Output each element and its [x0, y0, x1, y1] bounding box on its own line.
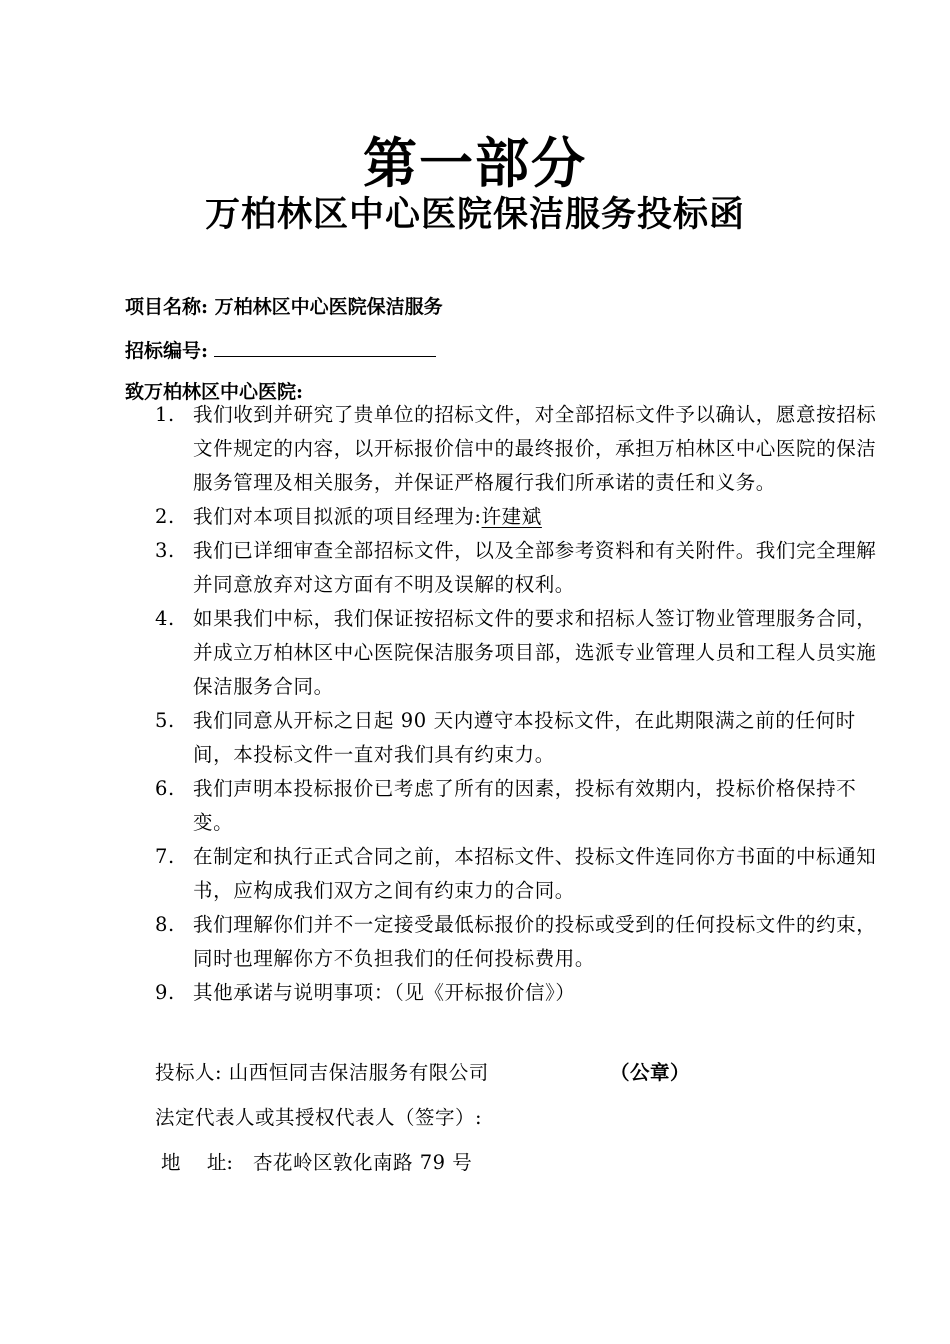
project-manager-name: 许建斌	[481, 505, 542, 528]
item-text: 我们对本项目拟派的项目经理为:	[193, 505, 482, 528]
commitment-list	[155, 398, 885, 1010]
list-item	[155, 398, 885, 500]
item-text: 其他承诺与说明事项：（见《开标报价信》）	[193, 981, 576, 1004]
item-text: 在制定和执行正式合同之前，本招标文件、投标文件连同你方书面的中标通知书，应构成我们双方之间有约束力的合同。	[193, 845, 877, 902]
item-text: 如果我们中标，我们保证按招标文件的要求和招标人签订物业管理服务合同，并成立万柏林区中心医院保洁服务项目部，选派专业管理人员和工程人员实施保洁服务合同。	[193, 607, 877, 698]
list-item	[155, 976, 885, 1010]
list-item	[155, 602, 885, 704]
list-item	[155, 908, 885, 976]
bidder-line	[155, 1058, 489, 1088]
project-name-label: 项目名称:	[125, 296, 209, 318]
item-text: 我们同意从开标之日起 90 天内遵守本投标文件，在此期限满之前的任何时间，本投标文件一直对我们具有约束力。	[193, 709, 856, 766]
item-text: 我们声明本投标报价已考虑了所有的因素，投标有效期内，投标价格保持不变。	[193, 777, 857, 834]
item-number: 4.	[155, 607, 175, 630]
bidder-value: 山西恒同吉保洁服务有限公司	[228, 1061, 489, 1084]
item-text: 我们理解你们并不一定接受最低标报价的投标或受到的任何投标文件的约束，同时也理解你方不负担我们的任何投标费用。	[193, 913, 877, 970]
bid-number-blank	[214, 338, 436, 357]
bid-number-line	[125, 338, 436, 364]
address-label: 地 址:	[161, 1151, 233, 1174]
address-line	[155, 1148, 472, 1178]
list-item	[155, 840, 885, 908]
item-text: 我们收到并研究了贵单位的招标文件，对全部招标文件予以确认，愿意按招标文件规定的内容，以开标报价信中的最终报价，承担万柏林区中心医院的保洁服务管理及相关服务，并保证严格履行我们所承诺的责任和义务。	[193, 403, 877, 494]
project-name-line	[125, 294, 443, 320]
bid-number-label: 招标编号:	[125, 340, 209, 362]
item-number: 6.	[155, 777, 175, 800]
item-number: 3.	[155, 539, 175, 562]
address-value: 杏花岭区敦化南路 79 号	[253, 1151, 473, 1174]
document-title: 万柏林区中心医院保洁服务投标函	[204, 194, 745, 235]
item-text: 我们已详细审查全部招标文件，以及全部参考资料和有关附件。我们完全理解并同意放弃对这方面有不明及误解的权利。	[193, 539, 877, 596]
list-item	[155, 500, 885, 534]
list-item	[155, 704, 885, 772]
recipient: 致万柏林区中心医院:	[125, 381, 304, 403]
item-number: 5.	[155, 709, 175, 732]
list-item	[155, 772, 885, 840]
company-seal-label: （公章）	[610, 1061, 691, 1084]
item-number: 2.	[155, 505, 175, 528]
item-number: 1.	[155, 403, 175, 426]
part-title: 第一部分	[363, 131, 587, 195]
list-item	[155, 534, 885, 602]
representative-signature-label: 法定代表人或其授权代表人（签字）:	[155, 1106, 483, 1129]
bidder-label: 投标人:	[155, 1061, 223, 1084]
item-number: 9.	[155, 981, 175, 1004]
project-name-value: 万柏林区中心医院保洁服务	[214, 296, 443, 318]
item-number: 7.	[155, 845, 175, 868]
item-number: 8.	[155, 913, 175, 936]
